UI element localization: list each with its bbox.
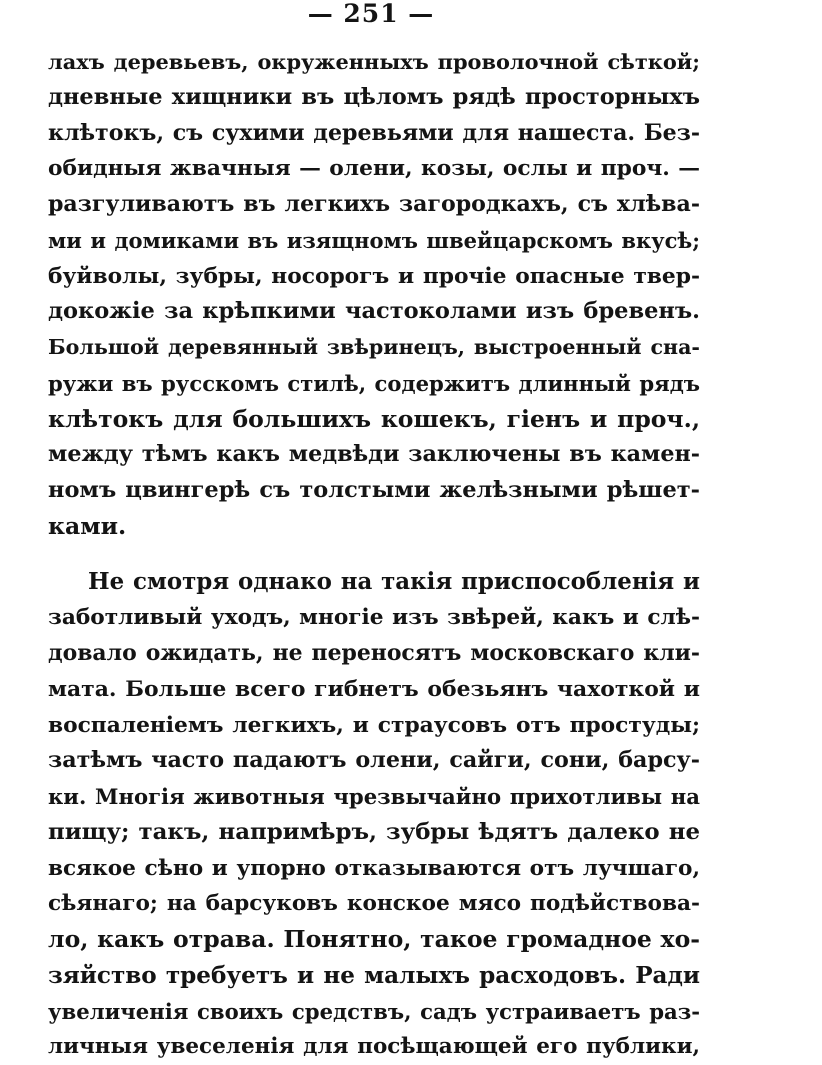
text-line: мата. Больше всего гибнетъ обезьянъ чахоткой и [48,672,700,708]
text-line: докожіе за крѣпкими частоколами изъ бревенъ. [48,294,700,330]
body-text [48,44,700,1065]
text-line: всякое сѣно и упорно отказываются отъ лучшаго, [48,851,700,887]
text-line: затѣмъ часто падаютъ олени, сайги, сони, барсу- [48,743,700,779]
text-line: лахъ деревьевъ, окруженныхъ проволочной сѣткой; [48,44,700,80]
text-line: ки. Многія животныя чрезвычайно прихотливы на [48,779,700,815]
text-line: разгуливаютъ въ легкихъ загородкахъ, съ хлѣва- [48,187,700,223]
text-line: заботливый уходъ, многіе изъ звѣрей, какъ и слѣ- [48,600,700,636]
text-line: личныя увеселенія для посѣщающей его публики, [48,1029,700,1065]
text-line: ружи въ русскомъ стилѣ, содержитъ длинный рядъ [48,366,700,402]
text-line: ло, какъ отрава. Понятно, такое громадное хо- [48,922,700,958]
text-line: Не смотря однако на такія приспособленія и [48,565,700,601]
text-line: воспаленіемъ легкихъ, и страусовъ отъ простуды; [48,708,700,744]
text-line: дневные хищники въ цѣломъ рядѣ просторныхъ [48,80,700,116]
paragraph-spacing [48,545,700,565]
text-line: зяйство требуетъ и не малыхъ расходовъ. Ради [48,958,700,994]
text-line: пищу; такъ, напримѣръ, зубры ѣдятъ далеко не [48,815,700,851]
paragraph-2 [48,565,700,1065]
text-line: номъ цвингерѣ съ толстыми желѣзными рѣшет- [48,473,700,509]
text-line: сѣянаго; на барсуковъ конское мясо подѣйствова- [48,886,700,922]
text-line: клѣтокъ для большихъ кошекъ, гіенъ и проч., [48,402,700,438]
text-line: Большой деревянный звѣринецъ, выстроенный сна- [48,330,700,366]
text-line: между тѣмъ какъ медвѣди заключены въ камен- [48,437,700,473]
text-line: довало ожидать, не переносятъ московскаго кли- [48,636,700,672]
paragraph-1 [48,44,700,545]
text-line: обидныя жвачныя — олени, козы, ослы и проч. — [48,151,700,187]
text-line: клѣтокъ, съ сухими деревьями для нашеста. Без- [48,116,700,152]
text-line: буйволы, зубры, носорогъ и прочіе опасные твер- [48,259,700,295]
text-line: ками. [48,509,700,545]
page-number: — 251 — [0,0,742,28]
text-line: ми и домиками въ изящномъ швейцарскомъ вкусѣ; [48,223,700,259]
text-line: увеличенія своихъ средствъ, садъ устраиваетъ раз- [48,994,700,1030]
